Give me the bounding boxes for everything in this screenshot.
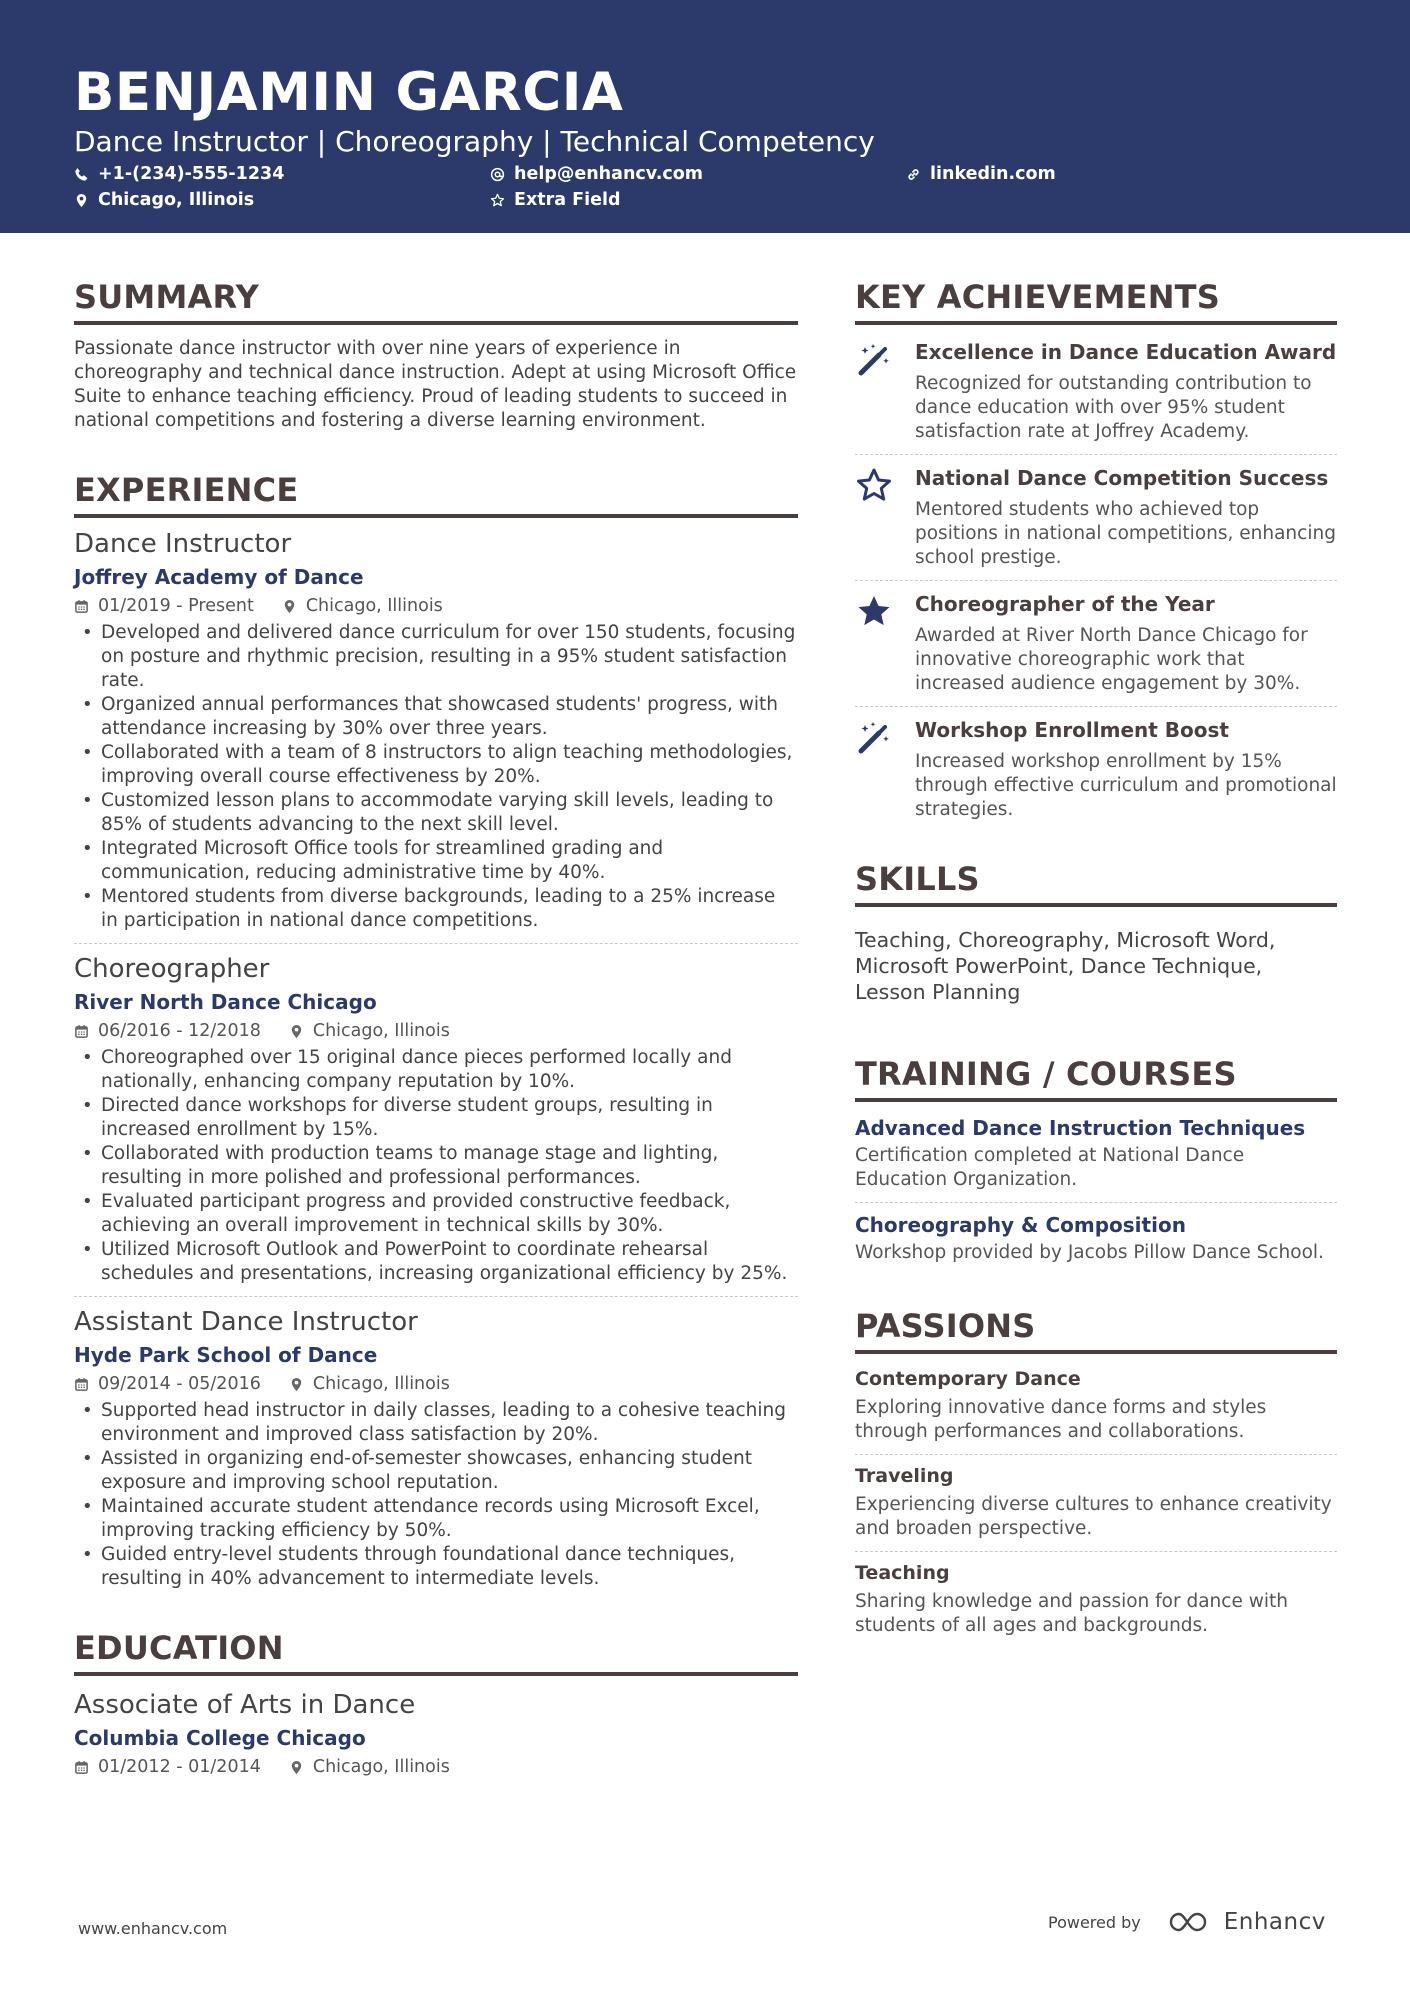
extra-field-text: Extra Field xyxy=(514,190,621,210)
calendar-icon xyxy=(74,1377,89,1392)
calendar-icon xyxy=(74,1760,89,1775)
contact-email[interactable] xyxy=(490,162,703,186)
passion-title: Traveling xyxy=(855,1465,954,1487)
bullet-item: • Choreographed over 15 original dance pieces performed locally and nationally, enhancing company reputation by 10%. xyxy=(74,1046,798,1094)
achievements-section xyxy=(855,276,1337,822)
achievement-title: Workshop Enrollment Boost xyxy=(915,718,1229,742)
job-location-text: Chicago, Illinois xyxy=(305,596,443,616)
passion-desc: Exploring innovative dance forms and styles through performances and collaborations. xyxy=(855,1397,1267,1442)
job-bullets xyxy=(74,1399,798,1591)
achievement-desc: Mentored students who achieved top positions in national competitions, enhancing school prestige. xyxy=(915,499,1336,568)
job-dates: 06/2016 - 12/2018 xyxy=(98,1021,261,1041)
education-location-text: Chicago, Illinois xyxy=(312,1757,450,1777)
powered-by-label: Powered by xyxy=(1048,1912,1141,1932)
divider xyxy=(855,454,1337,455)
job-dates: 09/2014 - 05/2016 xyxy=(98,1374,261,1394)
star-outline-icon xyxy=(855,467,893,505)
experience-entry xyxy=(74,952,798,1286)
section-title-education: EDUCATION xyxy=(74,1627,798,1676)
bullet-item: • Integrated Microsoft Office tools for streamlined grading and communication, reducing administrative time by 40%. xyxy=(74,837,798,885)
bullet-item: • Assisted in organizing end-of-semester showcases, enhancing student exposure and improving school reputation. xyxy=(74,1447,798,1495)
job-location xyxy=(282,593,443,619)
experience-section xyxy=(74,469,798,1591)
location-pin-icon xyxy=(289,1760,304,1775)
company-name: Joffrey Academy of Dance xyxy=(74,565,364,589)
course-desc: Certification completed at National Dance Education Organization. xyxy=(855,1145,1245,1190)
company-name: Hyde Park School of Dance xyxy=(74,1343,378,1367)
skills-list: Teaching, Choreography, Microsoft Word, Microsoft PowerPoint, Dance Technique, Lesson Planning xyxy=(855,928,1276,1004)
skills-section xyxy=(855,858,1337,1005)
course-title: Choreography & Composition xyxy=(855,1213,1186,1237)
enhancv-logo-icon xyxy=(1167,1908,1215,1936)
left-column xyxy=(74,276,798,1780)
job-meta xyxy=(74,593,798,619)
at-sign-icon xyxy=(490,167,505,182)
job-bullets xyxy=(74,621,798,933)
star-filled-icon xyxy=(855,593,893,631)
training-section xyxy=(855,1053,1337,1265)
divider xyxy=(855,1202,1337,1203)
calendar-icon xyxy=(74,599,89,614)
link-icon xyxy=(906,167,921,182)
section-title-skills: SKILLS xyxy=(855,858,1337,907)
section-title-summary: SUMMARY xyxy=(74,276,798,325)
magic-wand-icon xyxy=(855,719,893,757)
job-title: Choreographer xyxy=(74,954,270,984)
phone-text: +1-(234)-555-1234 xyxy=(98,164,285,184)
achievement-item xyxy=(855,337,1337,444)
passion-item xyxy=(855,1560,1337,1638)
job-location-text: Chicago, Illinois xyxy=(312,1021,450,1041)
location-text: Chicago, Illinois xyxy=(98,190,255,210)
calendar-icon xyxy=(74,1024,89,1039)
right-column xyxy=(855,276,1337,1638)
resume-header xyxy=(0,0,1410,233)
job-location-text: Chicago, Illinois xyxy=(312,1374,450,1394)
brand-name: Enhancv xyxy=(1223,1909,1326,1935)
location-pin-icon xyxy=(74,193,89,208)
passion-desc: Sharing knowledge and passion for dance with students of all ages and backgrounds. xyxy=(855,1591,1288,1636)
achievement-item xyxy=(855,463,1337,570)
section-title-experience: EXPERIENCE xyxy=(74,469,798,518)
bullet-item: • Utilized Microsoft Outlook and PowerPoint to coordinate rehearsal schedules and presentations, increasing organizational efficiency by 25%. xyxy=(74,1238,798,1286)
company-name: River North Dance Chicago xyxy=(74,990,377,1014)
candidate-headline: Dance Instructor | Choreography | Technical Competency xyxy=(74,125,875,158)
job-title: Assistant Dance Instructor xyxy=(74,1307,418,1337)
passion-desc: Experiencing diverse cultures to enhance creativity and broaden perspective. xyxy=(855,1494,1332,1539)
job-dates: 01/2019 - Present xyxy=(98,596,254,616)
bullet-item: • Mentored students from diverse backgrounds, leading to a 25% increase in participation in national dance competitions. xyxy=(74,885,798,933)
achievement-title: Excellence in Dance Education Award xyxy=(915,340,1337,364)
experience-entry xyxy=(74,1305,798,1591)
course-item xyxy=(855,1211,1337,1265)
course-title: Advanced Dance Instruction Techniques xyxy=(855,1116,1306,1140)
candidate-name: BENJAMIN GARCIA xyxy=(74,62,624,123)
section-title-training: TRAINING / COURSES xyxy=(855,1053,1337,1102)
bullet-item: • Developed and delivered dance curriculum for over 150 students, focusing on posture and rhythmic precision, resulting in a 95% student satisfaction rate. xyxy=(74,621,798,693)
star-outline-icon xyxy=(490,193,505,208)
job-location xyxy=(289,1018,450,1044)
divider xyxy=(74,1296,798,1297)
section-title-passions: PASSIONS xyxy=(855,1305,1337,1354)
phone-icon xyxy=(74,167,89,182)
school-name: Columbia College Chicago xyxy=(74,1726,366,1750)
achievement-item xyxy=(855,715,1337,822)
divider xyxy=(855,1551,1337,1552)
course-item xyxy=(855,1114,1337,1192)
footer-website[interactable]: www.enhancv.com xyxy=(78,1919,228,1938)
contact-location xyxy=(74,188,254,212)
summary-section xyxy=(74,276,798,433)
divider xyxy=(855,1454,1337,1455)
bullet-item: • Collaborated with a team of 8 instructors to align teaching methodologies, improving overall course effectiveness by 20%. xyxy=(74,741,798,789)
bullet-item: • Directed dance workshops for diverse student groups, resulting in increased enrollment by 15%. xyxy=(74,1094,798,1142)
job-location xyxy=(289,1371,450,1397)
education-section xyxy=(74,1627,798,1780)
achievement-title: National Dance Competition Success xyxy=(915,466,1329,490)
bullet-item: • Maintained accurate student attendance records using Microsoft Excel, improving tracking efficiency by 50%. xyxy=(74,1495,798,1543)
bullet-item: • Supported head instructor in daily classes, leading to a cohesive teaching environment and improved class satisfaction by 20%. xyxy=(74,1399,798,1447)
passions-section xyxy=(855,1305,1337,1638)
bullet-item: • Guided entry-level students through foundational dance techniques, resulting in 40% advancement to intermediate levels. xyxy=(74,1543,798,1591)
bullet-item: • Customized lesson plans to accommodate varying skill levels, leading to 85% of students advancing to the next skill level. xyxy=(74,789,798,837)
magic-wand-icon xyxy=(855,341,893,379)
contact-extra-field xyxy=(490,188,621,212)
job-meta xyxy=(74,1018,798,1044)
email-text: help@enhancv.com xyxy=(514,164,704,184)
bullet-item: • Organized annual performances that showcased students' progress, with attendance increasing by 30% over three years. xyxy=(74,693,798,741)
achievement-desc: Increased workshop enrollment by 15% through effective curriculum and promotional strategies. xyxy=(915,751,1337,820)
divider xyxy=(74,943,798,944)
footer-branding xyxy=(1048,1908,1326,1936)
job-bullets xyxy=(74,1046,798,1286)
divider xyxy=(855,706,1337,707)
contact-phone[interactable] xyxy=(74,162,284,186)
enhancv-logo[interactable] xyxy=(1167,1908,1326,1936)
passion-title: Teaching xyxy=(855,1562,950,1584)
job-title: Dance Instructor xyxy=(74,529,292,559)
education-dates: 01/2012 - 01/2014 xyxy=(98,1757,261,1777)
achievement-title: Choreographer of the Year xyxy=(915,592,1215,616)
linkedin-text: linkedin.com xyxy=(930,164,1056,184)
achievement-item xyxy=(855,589,1337,696)
education-location xyxy=(289,1754,450,1780)
achievement-desc: Recognized for outstanding contribution to dance education with over 95% student satisfaction rate at Joffrey Academy. xyxy=(915,373,1312,442)
passion-item xyxy=(855,1463,1337,1541)
experience-entry xyxy=(74,527,798,933)
job-meta xyxy=(74,1371,798,1397)
section-title-achievements: KEY ACHIEVEMENTS xyxy=(855,276,1337,325)
passion-item xyxy=(855,1366,1337,1444)
passion-title: Contemporary Dance xyxy=(855,1368,1081,1390)
bullet-item: • Collaborated with production teams to manage stage and lighting, resulting in more polished and professional performances. xyxy=(74,1142,798,1190)
education-meta xyxy=(74,1754,798,1780)
location-pin-icon xyxy=(282,599,297,614)
location-pin-icon xyxy=(289,1024,304,1039)
achievement-desc: Awarded at River North Dance Chicago for innovative choreographic work that increased audience engagement by 30%. xyxy=(915,625,1308,694)
location-pin-icon xyxy=(289,1377,304,1392)
degree-title: Associate of Arts in Dance xyxy=(74,1690,416,1720)
summary-text: Passionate dance instructor with over nine years of experience in choreography and technical dance instruction. Adept at using Microsoft Office Suite to enhance teaching efficiency. Proud of leading students to succeed in national competitions and fostering a diverse learning environment. xyxy=(74,338,797,431)
bullet-item: • Evaluated participant progress and provided constructive feedback, achieving an overall improvement in technical skills by 30%. xyxy=(74,1190,798,1238)
course-desc: Workshop provided by Jacobs Pillow Dance School. xyxy=(855,1242,1324,1263)
divider xyxy=(855,580,1337,581)
contact-linkedin[interactable] xyxy=(906,162,1056,186)
